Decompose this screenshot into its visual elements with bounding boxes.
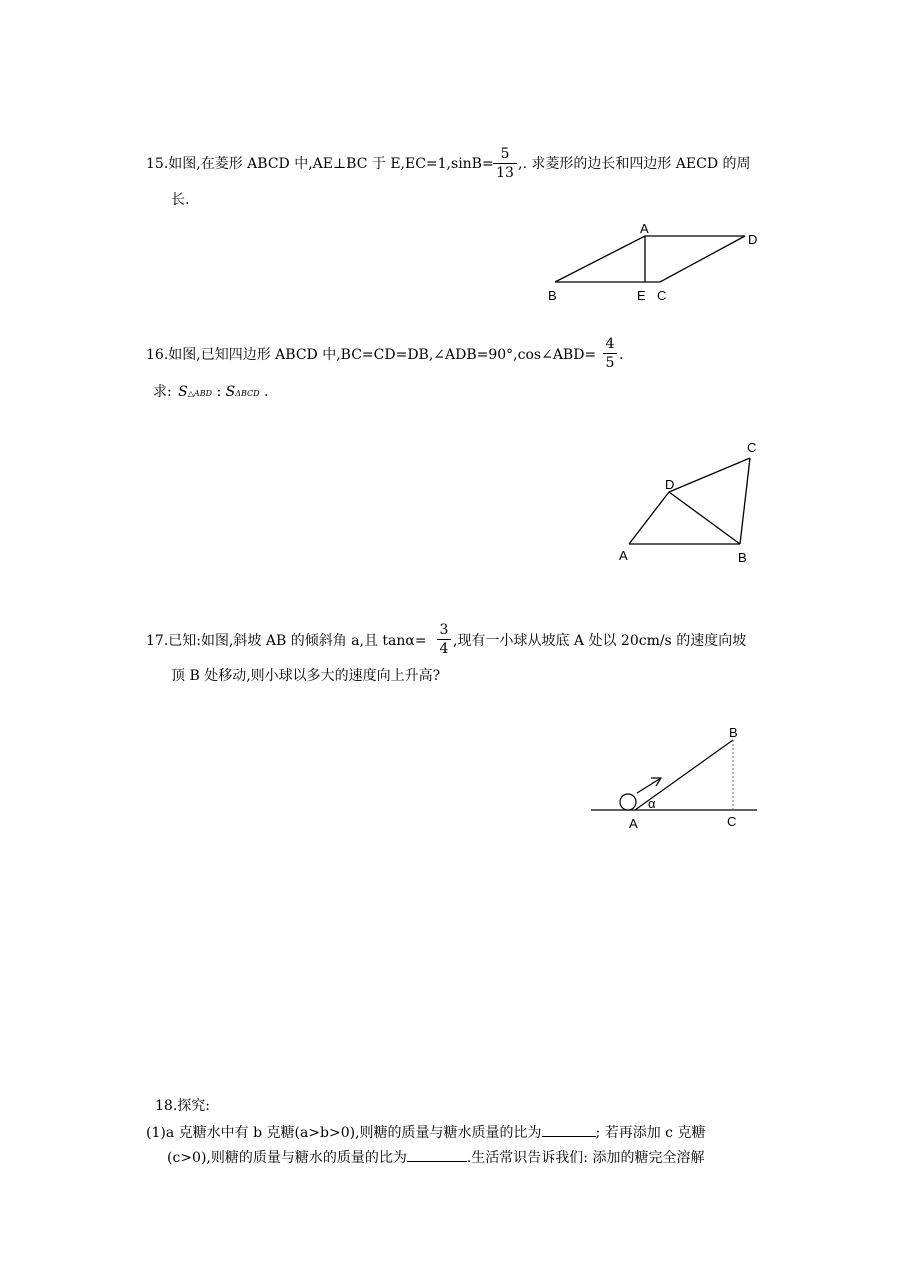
q17-label-a: A xyxy=(629,816,638,831)
q17-frac-den: 4 xyxy=(439,641,449,657)
q16-end: . xyxy=(264,384,269,400)
q18-title: 18.探究: xyxy=(155,1098,210,1114)
q16-frac-bar xyxy=(603,353,617,354)
q16-s-bcd-main: S xyxy=(225,384,236,400)
q15-rhombus-figure xyxy=(540,220,770,308)
q17-text-a: 17.已知:如图,斜坡 AB 的倾斜角 a,且 tanα= xyxy=(146,633,427,649)
q16-line1-end: . xyxy=(619,347,624,363)
q17-text-b: ,现有一小球从坡底 A 处以 20cm/s 的速度向坡 xyxy=(453,633,747,649)
q15-line1-rest xyxy=(518,155,751,173)
q16-side-ad xyxy=(629,492,669,544)
q16-frac-num: 4 xyxy=(605,336,615,352)
q15-line1 xyxy=(146,155,494,173)
q16-s-abd-sub: △ABD xyxy=(187,389,212,398)
q16-s-abd xyxy=(178,384,212,400)
q17-line2: 顶 B 处移动,则小球以多大的速度向上升高? xyxy=(171,668,441,684)
q16-label-c: C xyxy=(747,440,757,455)
q15-frac-num: 5 xyxy=(500,146,510,162)
q18-line2-a: (c>0),则糖的质量与糖水的质量的比为 xyxy=(167,1150,407,1166)
q17-slope-figure xyxy=(585,722,765,834)
q15-label-b: B xyxy=(548,288,557,303)
q16-quadrilateral-figure xyxy=(612,436,772,568)
q16-label-b: B xyxy=(738,550,747,565)
q17-label-b: B xyxy=(729,725,738,740)
q17-ball xyxy=(620,794,636,810)
q15-label-a: A xyxy=(640,221,649,236)
q15-line2: 长. xyxy=(171,192,190,208)
q15-frac-bar xyxy=(493,163,517,164)
q17-frac-bar xyxy=(437,639,451,640)
q16-line2 xyxy=(153,383,268,403)
q15-frac-den: 13 xyxy=(496,165,514,181)
q18-line1-a: (1)a 克糖水中有 b 克糖(a>b>0),则糖的质量与糖水质量的比为 xyxy=(146,1125,542,1141)
q16-qiu: 求: xyxy=(153,384,172,400)
q18-line1-b: ; 若再添加 c 克糖 xyxy=(595,1125,706,1141)
q16-s-bcd-sub: ΔBCD xyxy=(235,389,260,398)
q16-text-a: 16.如图,已知四边形 ABCD 中,BC=CD=DB,∠ADB=90°,cos∠ABD= xyxy=(146,347,597,363)
q17-label-alpha: α xyxy=(648,796,656,811)
q16-fraction xyxy=(603,336,617,371)
q18-line1 xyxy=(146,1122,705,1142)
q17-fraction xyxy=(437,622,451,657)
q16-s-bcd xyxy=(226,384,260,400)
q18-blank-1[interactable] xyxy=(542,1122,596,1137)
q16-side-cb xyxy=(740,458,750,544)
q17-line1 xyxy=(146,632,427,650)
q16-diagonal-db xyxy=(669,492,740,544)
q18-line2-b: .生活常识告诉我们: 添加的糖完全溶解 xyxy=(466,1150,705,1166)
q15-label-e: E xyxy=(637,288,646,303)
q15-text-a: 15.如图,在菱形 ABCD 中,AE⊥BC 于 E,EC=1,sinB= xyxy=(146,156,494,172)
q15-label-c: C xyxy=(657,288,667,303)
q15-rhombus xyxy=(555,236,745,282)
q16-s-abd-main: S xyxy=(178,384,188,400)
q18-line2 xyxy=(167,1147,704,1167)
q17-velocity-arrow xyxy=(637,778,661,793)
q15-label-d: D xyxy=(748,232,758,247)
q16-frac-den: 5 xyxy=(605,355,615,371)
q16-label-a: A xyxy=(619,548,628,563)
q17-frac-num: 3 xyxy=(439,622,449,638)
q17-label-c: C xyxy=(727,814,737,829)
q16-label-d: D xyxy=(665,477,675,492)
q15-fraction xyxy=(493,146,517,181)
q16-side-dc xyxy=(669,458,750,492)
q18-blank-2[interactable] xyxy=(407,1147,467,1162)
q15-text-b: ,. 求菱形的边长和四边形 AECD 的周 xyxy=(518,156,751,172)
q16-sep: : xyxy=(216,384,222,400)
q17-line1-rest xyxy=(453,632,746,650)
q16-line1 xyxy=(146,346,596,364)
